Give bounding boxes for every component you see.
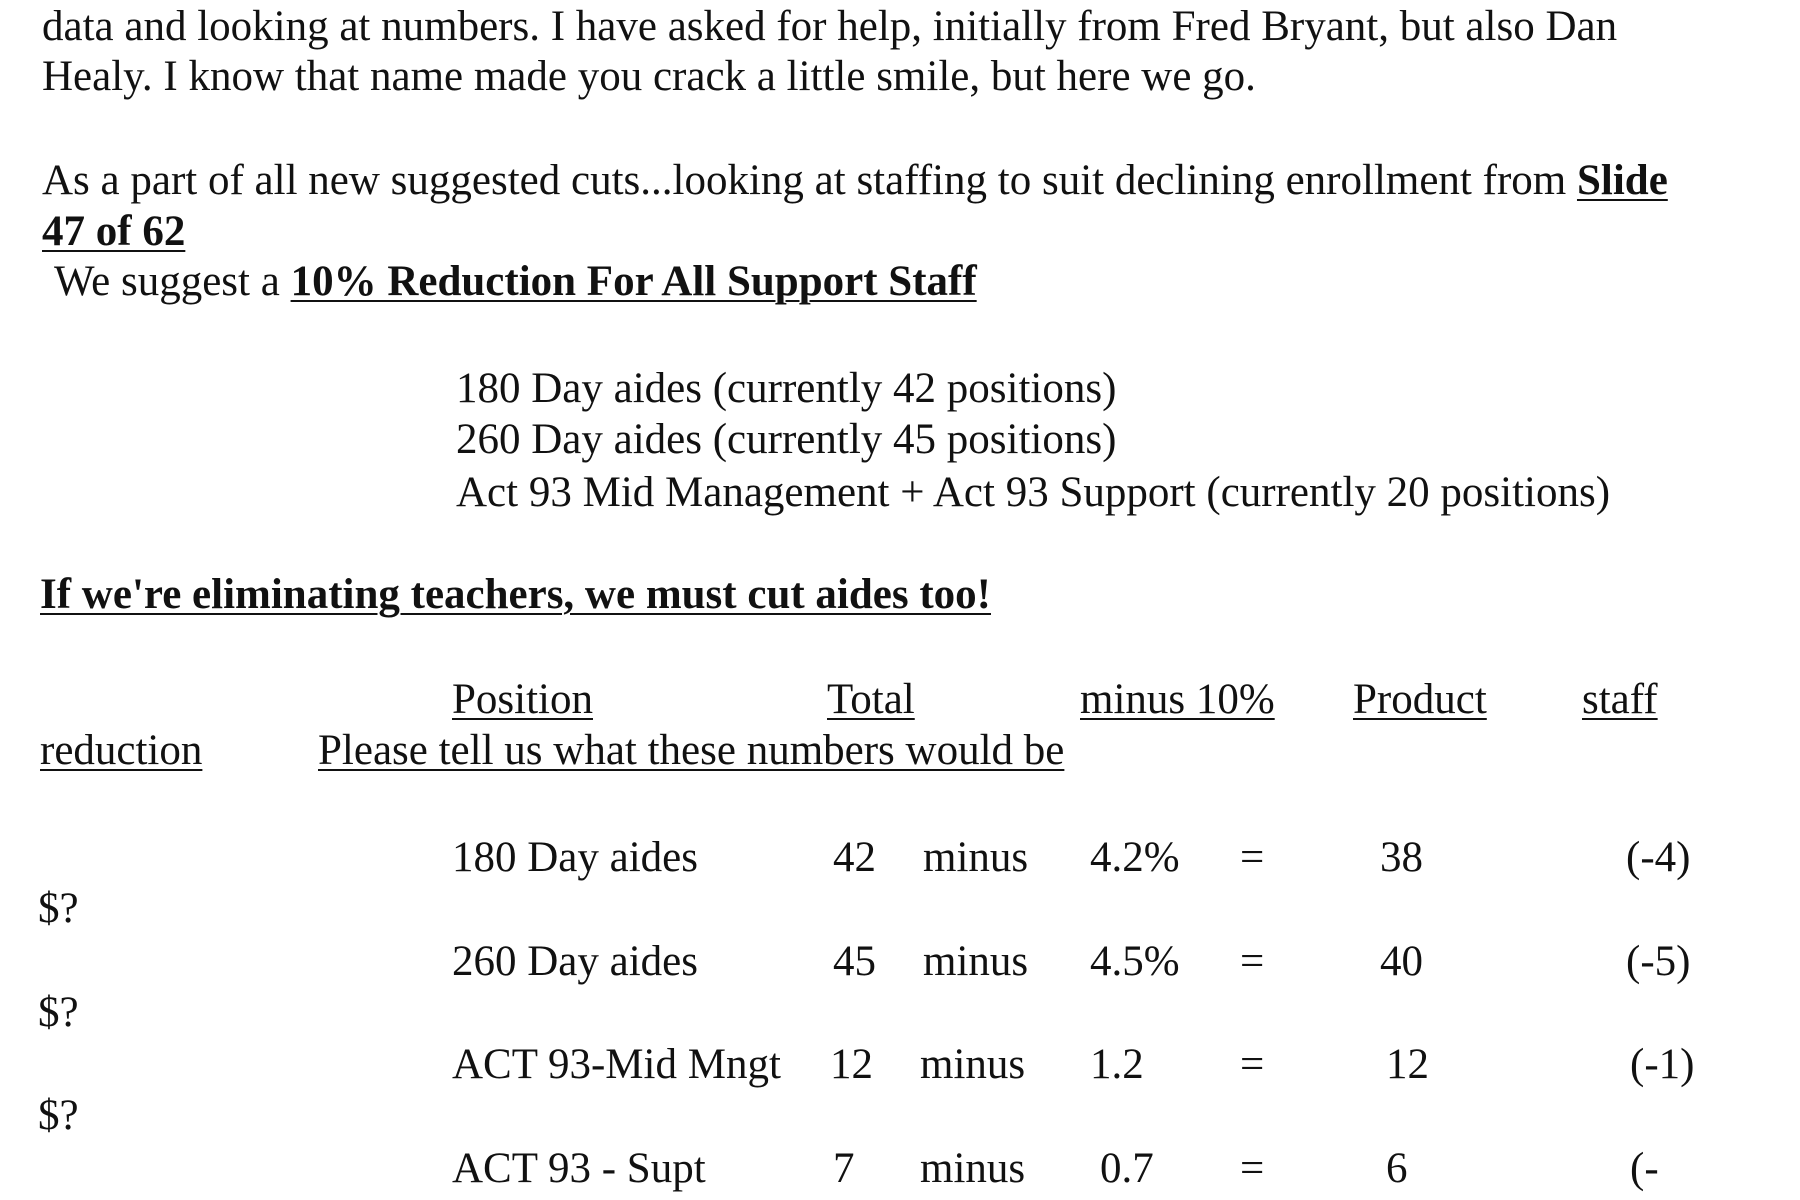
row-percent: 4.5% [1090,938,1180,985]
row-cost: $? [38,989,79,1036]
row-position: 180 Day aides [452,834,698,881]
header-reduction: reduction [40,727,203,774]
slide-reference-part2: 47 of 62 [42,208,186,255]
header-product: Product [1353,676,1487,723]
header-position: Position [452,676,593,723]
row-position: ACT 93-Mid Mngt [452,1041,781,1088]
row-percent: 4.2% [1090,834,1180,881]
intro-line-2: Healy. I know that name made you crack a little smile, but here we go. [42,53,1256,100]
row-cost: $? [38,1092,79,1139]
row-product: 6 [1386,1145,1408,1192]
header-staff: staff [1582,676,1658,723]
row-staff: (-4) [1626,834,1691,881]
row-equals: = [1240,1145,1265,1192]
row-total: 42 [833,834,876,881]
row-percent: 1.2 [1090,1041,1144,1088]
row-equals: = [1240,834,1265,881]
cuts-prefix: As a part of all new suggested cuts...looking at staffing to suit declining enrollment from [42,157,1577,204]
row-product: 38 [1380,834,1423,881]
positions-list-item: 180 Day aides (currently 42 positions) [456,365,1117,412]
row-staff: (- [1630,1145,1659,1192]
row-staff: (-5) [1626,938,1691,985]
row-total: 7 [833,1145,855,1192]
row-product: 40 [1380,938,1423,985]
intro-line-1: data and looking at numbers. I have asked for help, initially from Fred Bryant, but also Dan [42,3,1618,50]
callout-heading: If we're eliminating teachers, we must cut aides too! [40,571,991,618]
row-operator: minus [923,834,1029,881]
row-equals: = [1240,1041,1265,1088]
row-position: 260 Day aides [452,938,698,985]
cuts-line-1 [42,156,1668,206]
row-cost: $? [38,885,79,932]
row-operator: minus [920,1041,1026,1088]
row-total: 45 [833,938,876,985]
row-total: 12 [830,1041,873,1088]
row-product: 12 [1386,1041,1429,1088]
row-operator: minus [920,1145,1026,1192]
row-operator: minus [923,938,1029,985]
row-percent: 0.7 [1100,1145,1154,1192]
header-minus-10: minus 10% [1080,676,1275,723]
suggestion-bold: 10% Reduction For All Support Staff [290,258,977,305]
suggestion-line [54,257,977,307]
positions-list-item: Act 93 Mid Management + Act 93 Support (currently 20 positions) [456,469,1611,516]
positions-list-item: 260 Day aides (currently 45 positions) [456,416,1117,463]
header-please: Please tell us what these numbers would be [318,727,1065,774]
row-equals: = [1240,938,1265,985]
slide-reference-part1: Slide [1576,157,1668,204]
suggestion-prefix: We suggest a [54,258,291,305]
row-staff: (-1) [1630,1041,1695,1088]
header-total: Total [827,676,915,723]
row-position: ACT 93 - Supt [452,1145,706,1192]
